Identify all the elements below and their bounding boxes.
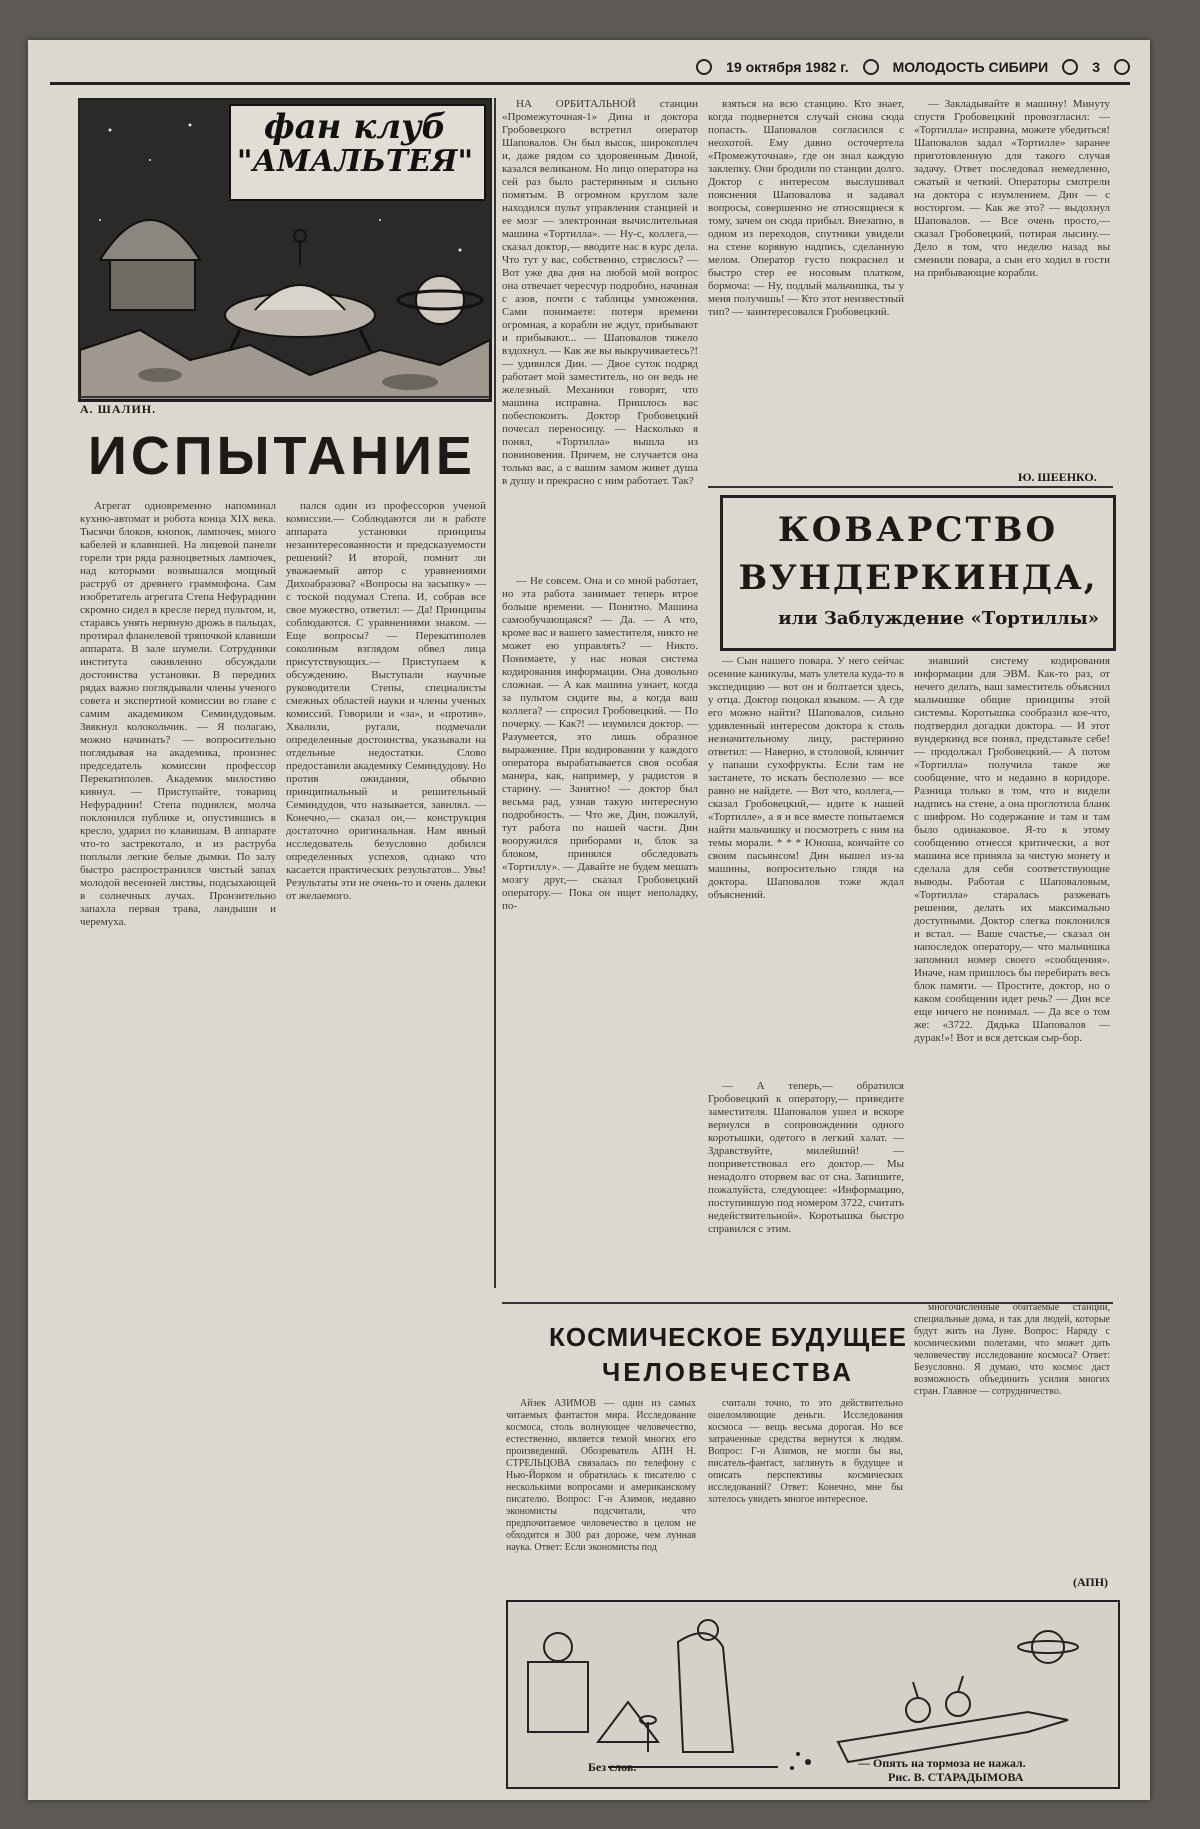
cartoon-artist: Рис. В. СТАРАДЫМОВА bbox=[888, 1770, 1024, 1784]
cosmic-title-line1: КОСМИЧЕСКОЕ БУДУЩЕЕ bbox=[548, 1322, 907, 1352]
cosmic-column-b bbox=[708, 1398, 903, 1588]
article2-column-3 bbox=[502, 98, 698, 568]
article3-column-4 bbox=[708, 1080, 904, 1290]
fan-club-illustration bbox=[78, 98, 492, 402]
divider bbox=[78, 396, 490, 398]
issue-date: 19 октября 1982 г. bbox=[726, 59, 849, 75]
article1-col1-text: Агрегат одновременно напоминал кухню-автомат и робота конца XIX века. Тысячи блоков, кнопок, лампочек, много кабелей и клавишей. На лицевой панели горели три ряда разноцветных лампочек, над которыми возвышался мощный раструб от древнего граммофона. Сам изобретатель агрегата Степа Нефураднин скромно сидел в кресле перед пультом, и, стараясь унять нервную дрожь в пальцах, протирал фланелевой тряпочкой клавиши аппарата. В зале шумели. Сотрудники института оживленно обсуждали достоинства установки. В передних рядах важно поглядывали члены ученого совета и экспертной комиссии во главе с самим академиком Семиндудовым. Звякнул колокольчик. — Я полагаю, можно начинать? — вопросительно поглядывая на академика, произнес председатель комиссии профессор Перекатиполев. Академик милостиво кивнул. — Приступайте, товарищ Нефураднин! Степа поднялся, молча поклонился публике и, опустившись в кресло, ударил по клавишам. В аппарате что-то застрекотало, и из раструба поплыли легкие белые дымки. По залу быстро распространился чистый запах молодой весенней листвы, подсыхающей в солнечных лучах. Пронзительно запахла первая трава, ландыши и черемуха. bbox=[80, 500, 276, 928]
cosmic-column-c bbox=[914, 1302, 1110, 1572]
article1-column-2 bbox=[286, 500, 486, 1790]
cosmic-col-b-text: считали точно, то это действительно ошеломляющие деньги. Исследования космоса — вещь весьма дорогая. Но все затраченные средства вернутся к людям. Вопрос: Г-н Азимов, не могли бы вы, писатель-фантаст, заглянуть в будущее и описать перспективы космических исследований? Ответ: Конечно, мне бы хотелось увидеть многое интересное. bbox=[708, 1398, 903, 1505]
kovarstvo-title-line1: КОВАРСТВО bbox=[777, 510, 1059, 550]
article2-col5-text: — Закладывайте в машину! Минуту спустя Гробовецкий провозгласил: — «Тортилла» исправна, можете убедиться! Шаповалов задал «Тортилле» заранее приготовленную для такого случая задачу. Ответ последовал немедленно, сжатый и четкий. Операторы смотрели на доктора с изумлением. Дин — с восторгом. — Как же это? — выдохнул Шаповалов. — Все очень просто,— сказал Гробовецкий, потирая лысину.— Дело в том, что неделю назад вы сменили повара, а сын его ходил в гости на прибывающие корабли. bbox=[914, 98, 1110, 279]
fan-club-title-line2: "АМАЛЬТЕЯ" bbox=[236, 143, 474, 179]
gear-ornament-icon bbox=[863, 59, 879, 75]
kovarstvo-column-5 bbox=[914, 655, 1110, 1295]
cartoon-caption-left: Без слов. bbox=[588, 1760, 637, 1774]
page-number: 3 bbox=[1092, 59, 1100, 75]
gear-ornament-icon bbox=[696, 59, 712, 75]
cosmic-col-a-text: Айзек АЗИМОВ — один из самых читаемых фантастов мира. Исследование космоса, столь волнующее человечество, естественно, является темой многих его произведений. Обозреватель АПН Н. СТРЕЛЬЦОВА связалась по телефону с Нью-Йорком и обратилась к писателю с несколькими вопросами и американскому писателю. Вопрос: Г-н Азимов, недавно экономисты подсчитали, что предпочитаемое человечество в целом не обходится в 300 раз дороже, чем лунная наука. Ответ: Если экономисты под bbox=[506, 1398, 696, 1553]
cosmic-title-line2: ЧЕЛОВЕЧЕСТВА bbox=[601, 1357, 855, 1387]
fan-club-title bbox=[230, 107, 480, 179]
kovarstvo-column-4 bbox=[708, 655, 904, 1075]
kovarstvo-title-line2: ВУНДЕРКИНДА, bbox=[738, 558, 1098, 598]
column-rule bbox=[494, 98, 496, 1288]
kovarstvo-col5-text: знавший систему кодирования информации для ЭВМ. Как-то раз, от нечего делать, ваш заместитель объяснил мальчишке общие принципы этой системы. Коротышка сообразил кое-что, подтвердил догадки доктора. — И этот вундеркинд все понял, представьте себе! — продолжал Гробовецкий.— А потом «Тортилла» получила такое же сообщение, что и недавно в коридоре. Разница только в том, что и видели надпись на стене, а она проглотила бланк с шифром. Но содержание и там и там было одинаковое. Я-то к этому сообщению отнесся критически, а вот машина все приняла за чистую монету и сделала для себя соответствующие выводы. Работая с Шаповаловым, «Тортилла» старалась разжевать решения, делать их максимально доступными. Доктор слегка поклонился и встал. — Ваше счастье,— сказал он напоследок оператору,— что мальчишка запомнил номер своего «сообщения». Иначе, нам пришлось бы перебирать весь блок памяти. — Простите, доктор, но о каком сообщении идет речь? — Дин все еще ничего не понимал. — Да все о том же: «3722. Дядька Шаповалов — дурак!»! Вот и вся детская сыр-бор. bbox=[914, 655, 1110, 1044]
article2-col4-text: взяться на всю станцию. Кто знает, когда подвернется случай снова сюда попасть. Шаповалов согласился с неохотой. Ему давно осточертела «Промежуточная», где он знал каждую заклепку. Они бродили по станции долго. Доктор с интересом выслушивал пояснения Шаповалова и задавал вопросы, совершенно не относящиеся к тому, зачем он сюда прибыл. Внезапно, в одном из переходов, спутники увидели на стене корявую надпись, сделанную мелом. Оператор густо покраснел и быстро стер ее носовым платком, бормоча: — Ну, подлый мальчишка, ты у меня получишь! — Кто этот неизвестный тип? — заинтересовался Гробовецкий. bbox=[708, 98, 904, 318]
newspaper-name: МОЛОДОСТЬ СИБИРИ bbox=[892, 59, 1049, 75]
article2-signoff: Ю. ШЕЕНКО. bbox=[1018, 470, 1097, 484]
cosmic-col-c-text: многочисленные обитаемые станции, специальные дома, и так для людей, которые будут жить на Луне. Вопрос: Наряду с космическими полетами, что может дать человечеству исследование космоса? Ответ: Безусловно. Я думаю, что космос даст возможность объединить усилия многих стран. Главное — сотрудничество. bbox=[914, 1302, 1110, 1397]
masthead bbox=[50, 52, 1130, 85]
gear-ornament-icon bbox=[1062, 59, 1078, 75]
fan-club-title-line1: фан клуб bbox=[263, 107, 447, 147]
article3-col3-text: — Не совсем. Она и со мной работает, но эта работа занимает теперь втрое больше времени. — Понятно. Машина самообучающаяся? — Да. — А что, кроме вас и вашего заместителя, никто не может ею управлять? — Никто. Понимаете, у нас новая система кодирования информации. Она довольно сложная. — А как машина узнает, когда за пультом сидите вы, а когда ваш коллега? — спросил Гробовецкий. — По почерку. — Как?! — изумился доктор. — Разумеется, это лишь образное выражение. При кодировании у каждого оператора вырабатывается своя особая манера, как, например, у радистов в старину. — Занятно! — доктор был весьма рад, узнав такую интересную подробность. — Что же, Дин, пожалуй, тут работа по нашей части. Дин вооружился приборами и, блок за блоком, принялся обследовать «Тортиллу». — Давайте не будем мешать мозгу друг,— сказал Гробовецкий оператору.— Пока он ищет неполадку, по- bbox=[502, 575, 699, 912]
article1-title: ИСПЫТАНИЕ bbox=[88, 426, 476, 486]
article1-col2-text: пался один из профессоров ученой комиссии.— Соблюдаются ли в работе аппарата установки принципы незаинтересованности и предсказуемости решений? И второй, помнит ли уважаемый автор с уравнениями Дихоабразова? «Вопросы на засыпку» — с тоской подумал Степа. И, собрав все свое мужество, ответил: — Да! Принципы соблюдаются. С уравнениями знаком. — Еще вопросы? — Перекатиполев соколиным взглядом обвел лица присутствующих.— Приступаем к обсуждению. Выступали научные руководители Степы, специалисты смежных областей науки и члены ученых комиссий. Говорили и «за», и «против». Хвалили, ругали, подмечали определенные достоинства, указывали на отдельные недостатки. Слово предоставили академику Семиндудову. Но против ожидания, обычно принципиальный и решительный Семиндудов, что называется, завилял. — Конечно,— сказал он,— конструкция достаточно оригинальная. Нам явный исследователь безусловно добился определенных успехов, однако что касается практических результатов... Увы! Результаты эти не очень-то и очень далеки от желаемого. bbox=[286, 500, 486, 902]
article2-column-5 bbox=[914, 98, 1110, 464]
article2-col3-text: НА ОРБИТАЛЬНОЙ станции «Промежуточная-1» Дина и доктора Гробовецкого встретил оператор Шаповалов. Он был высок, широкоплеч и, даже рядом со здоровенным Диной, казался великаном. Но лицо оператора на сей раз было растерянным и сильно помятым. В огромном круглом зале находился пульт управления станцией и ее мозг — электронная вычислительная машина «Тортилла». — Ну-с, коллега,— сказал доктор,— вводите нас в курс дела. Что тут у вас, собственно, стряслось? — Вот уже два дня на любой мой вопрос она отвечает чересчур подробно, начиная с азов, почти с таблицы умножения. Сами понимаете: потеря времени огромная, а корабли не ждут, прибывают и прибывают... — Шаповалов тяжело вздохнул. — Как же вы выкручиваетесь?! — удивился Дин. — Двое суток подряд работает мой заместитель, но он ведь не железный. Механики говорят, что машина исправна. Пришлось вас побеспокоить. Доктор Гробовецкий почесал переносицу. — Насколько я понял, «Тортилла» вышла из повиновения. Причем, не случается она только вас, а с вашим замом живет душа в душу и прекрасно с ним работает. Так? bbox=[502, 98, 698, 487]
article1-column-1 bbox=[80, 500, 276, 1790]
article1-author: А. ШАЛИН. bbox=[80, 402, 157, 416]
cosmic-column-a bbox=[506, 1398, 696, 1588]
divider bbox=[708, 486, 1113, 488]
kovarstvo-col4-text: — Сын нашего повара. У него сейчас осенние каникулы, мать улетела куда-то в экспедицию — вот он и болтается здесь, у отца. Доктор поцокал языком. — А где его можно найти? Шаповалов, сильно удивленный интересом доктора к столь незначительному лицу, растерянно ответил: — Наверно, в столовой, клянчит у папаши сухофрукты. Если там не застанете, то искать бесполезно — все равно не найдете. — Вот что, коллега,— сказал Гробовецкий,— идите к нашей «Тортилле», а я и все вместе попытаемся найти мальчишку и посмотреть с ним на темы морали. * * * Юноша, кончайте со своим пасьянсом! Дин вышел из-за машины, вопросительно глядя на доктора. Шаповалов тоже ждал объяснений. bbox=[708, 655, 904, 901]
cosmic-future-headline bbox=[528, 1322, 928, 1388]
kovarstvo-subtitle: или Заблуждение «Тортиллы» bbox=[778, 608, 1099, 629]
gear-ornament-icon bbox=[1114, 59, 1130, 75]
article3-col4-text: — А теперь,— обратился Гробовецкий к оператору,— приведите заместителя. Шаповалов ушел и вскоре вернулся в сопровождении одного коротышки, одетого в легкий халат. — Здравствуйте, милейший! — поприветствовал его доктор.— Мы ненадолго оторвем вас от сна. Запишите, пожалуйста, следующее: «Информацию, поступившую под номером 3722, считать недействительной». Коротышка быстро справился с этим. bbox=[708, 1080, 904, 1235]
article3-column-3 bbox=[502, 575, 698, 1295]
cartoon-caption-right: — Опять на тормоза не нажал. bbox=[858, 1756, 1026, 1770]
cartoon-panel bbox=[506, 1600, 1120, 1789]
cosmic-source: (АПН) bbox=[1073, 1575, 1109, 1589]
kovarstvo-headline-box bbox=[720, 495, 1116, 651]
article2-column-4 bbox=[708, 98, 904, 478]
newspaper-page bbox=[28, 40, 1150, 1800]
